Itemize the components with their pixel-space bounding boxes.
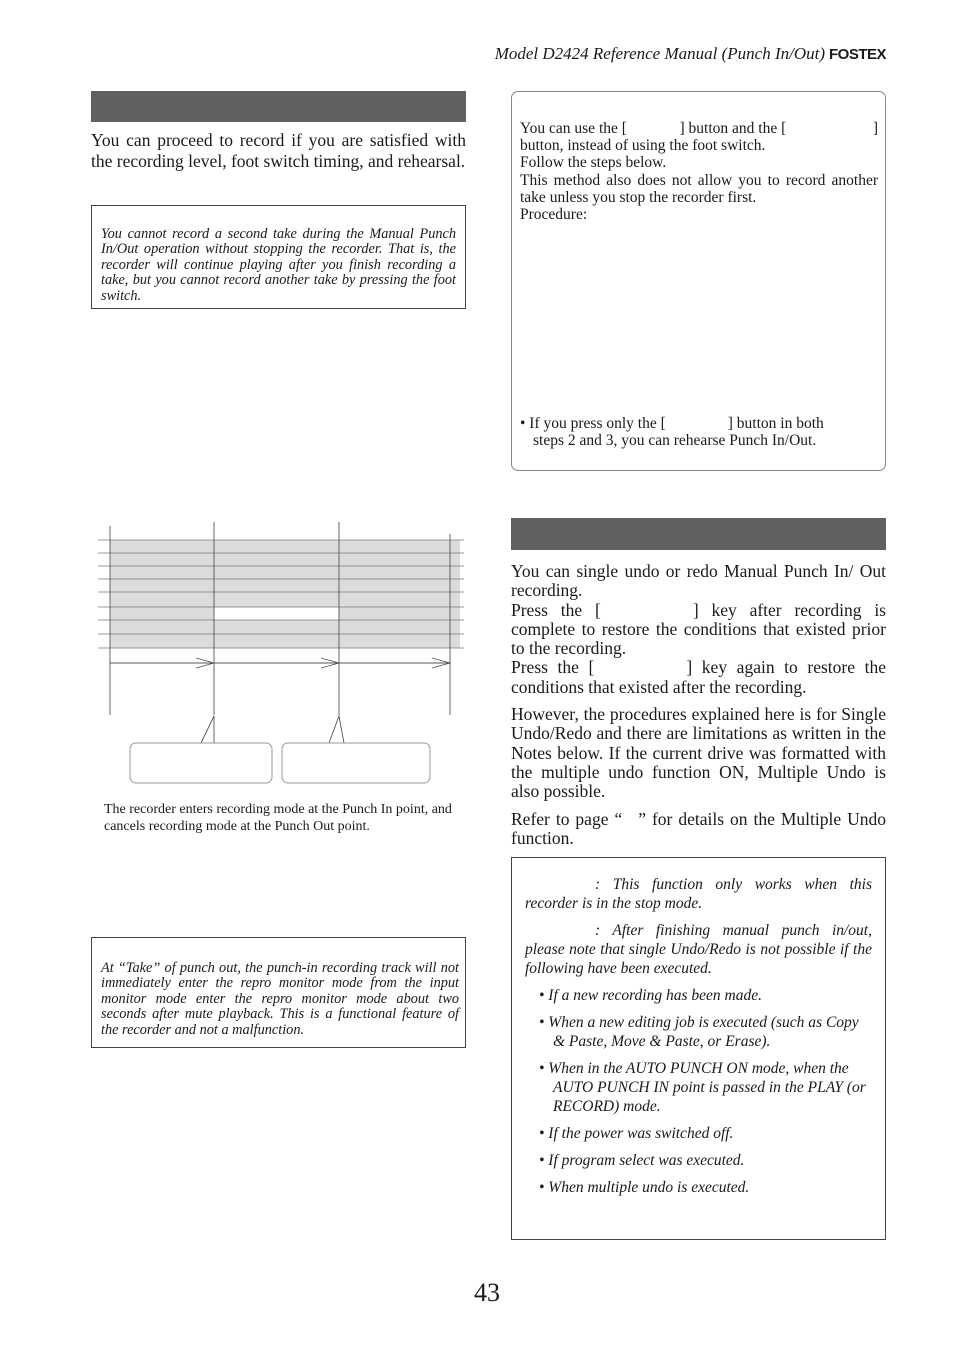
notes-list-item: • If the power was switched off.: [539, 1125, 734, 1142]
punch-in-label-box: [130, 743, 272, 783]
diagram-caption: The recorder enters recording mode at the Punch In point, and cancels recording mode at the Punch Out point.: [104, 802, 452, 834]
undo-paragraph-3: [511, 658, 886, 697]
procedure-line-1a: You can use the [: [520, 120, 627, 137]
note-box-2: [91, 937, 466, 1048]
running-header: [380, 44, 886, 64]
punch-region-highlight: [214, 607, 339, 620]
punch-out-label-box: [282, 743, 430, 783]
rehearse-bullet-line-1: [520, 415, 878, 432]
undo-paragraph-5: [511, 810, 886, 849]
notes-list-item: • If program select was executed.: [539, 1152, 745, 1169]
undo-paragraph-3a: Press the [: [511, 657, 595, 678]
notes-item-2-text: : After finishing manual punch in/out, please note that single Undo/Redo is not possible if the following have been executed.: [525, 922, 872, 977]
procedure-text: [520, 120, 878, 223]
procedure-line-5: Procedure:: [520, 206, 588, 224]
rehearse-bullet-a: • If you press only the [: [520, 415, 666, 432]
left-section-heading-bar: [91, 91, 466, 122]
undo-paragraph-2b: ] key after recording is complete to restore the conditions that existed prior to the recording.: [511, 599, 886, 659]
procedure-box: [511, 91, 886, 471]
rehearse-bullet-line-2: steps 2 and 3, you can rehearse Punch In/Out.: [533, 432, 817, 450]
undo-paragraph-3b: ] key again to restore the conditions that existed after the recording.: [511, 657, 886, 697]
notes-list-item: • When a new editing job is executed (such as Copy & Paste, Move & Paste, or Erase).: [539, 1014, 859, 1050]
notes-item-1: [525, 875, 872, 913]
procedure-line-2: button, instead of using the foot switch.: [520, 137, 766, 155]
note-2-text: At “Take” of punch out, the punch-in recording track will not immediately enter the repro monitor mode from the input monitor mode enter the repro monitor mode about two seconds after mute playback. This is a functional feature of the recorder and not a malfunction.: [101, 960, 459, 1038]
header-title: Model D2424 Reference Manual (Punch In/Out): [494, 44, 825, 63]
procedure-line-1c: ]: [872, 120, 878, 137]
procedure-line-1b: ] button and the [: [679, 120, 787, 137]
procedure-line-3: Follow the steps below.: [520, 154, 667, 172]
undo-paragraph-5a: Refer to page “: [511, 808, 623, 829]
procedure-line-1: [520, 120, 878, 137]
rehearse-bullet: [520, 415, 878, 449]
left-intro-paragraph: You can proceed to record if you are satisfied with the recording level, foot switch timing, and rehearsal.: [91, 130, 466, 171]
notes-list-item: • When in the AUTO PUNCH ON mode, when the AUTO PUNCH IN point is passed in the PLAY (or RECORD) mode.: [539, 1060, 866, 1115]
undo-paragraph-1: You can single undo or redo Manual Punch In/ Out recording.: [511, 561, 886, 601]
notes-item-1-text: : This function only works when this recorder is in the stop mode.: [525, 876, 872, 912]
undo-paragraph-4: However, the procedures explained here is for Single Undo/Redo and there are limitations as written in the Notes below. If the current drive was formatted with the multiple undo function ON, Multiple Undo is also possible.: [511, 704, 886, 802]
undo-paragraph-2a: Press the [: [511, 599, 601, 620]
procedure-line-4: This method also does not allow you to record another take unless you stop the recorder first.: [520, 171, 878, 206]
right-section-heading-bar: [511, 518, 886, 550]
punch-in-out-diagram: [96, 520, 468, 790]
notes-box: [511, 857, 886, 1240]
notes-list-item: • When multiple undo is executed.: [539, 1179, 750, 1196]
note-1-text: You cannot record a second take during the Manual Punch In/Out operation without stopping the recorder. That is, the recorder will continue playing after you finish recording a take, but you cannot record another take by pressing the foot switch.: [101, 226, 456, 304]
fostex-logo: FOSTEX: [828, 46, 886, 63]
undo-redo-section: [511, 562, 886, 848]
rehearse-bullet-b: ] button in both: [727, 415, 824, 432]
track-area: [110, 540, 460, 648]
notes-list-item: • If a new recording has been made.: [539, 987, 762, 1004]
page-number: 43: [474, 1278, 500, 1307]
callout-leaders: [201, 716, 344, 743]
note-box-1: [91, 205, 466, 309]
undo-paragraph-5b: ” for details on the Multiple Undo function.: [511, 808, 886, 848]
notes-list: [525, 986, 872, 1197]
notes-item-2: [525, 921, 872, 978]
undo-paragraph-2: [511, 601, 886, 659]
time-arrows: [110, 658, 450, 668]
